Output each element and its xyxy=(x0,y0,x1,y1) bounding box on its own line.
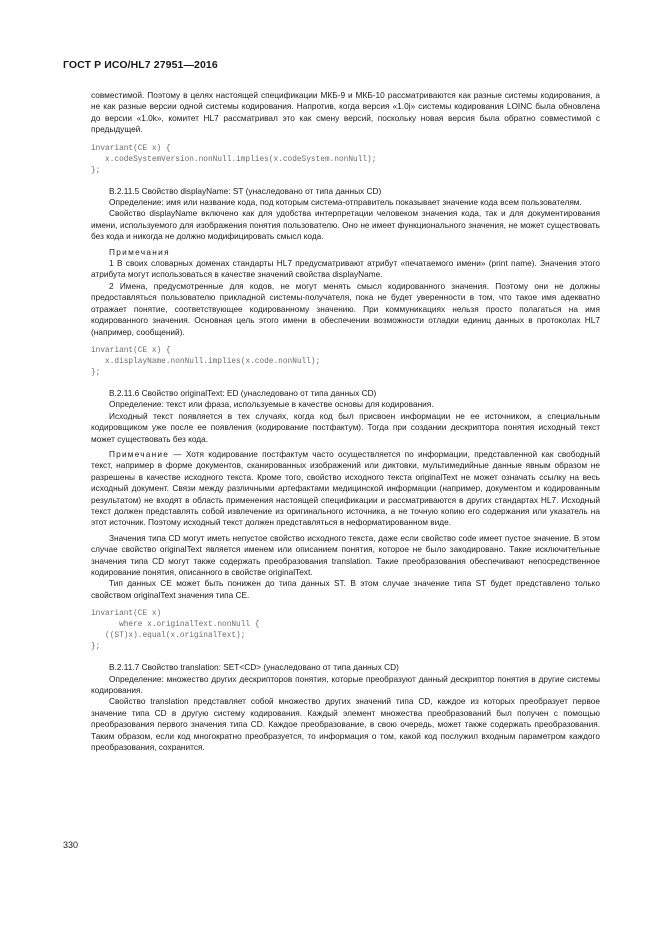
section-title: В.2.11.5 Свойство displayName: ST (унаследовано от типа данных CD) xyxy=(109,185,382,196)
code-block-1 xyxy=(91,144,600,177)
paragraph: Свойство displayName включено как для удобства интерпретации человеком значения кода, так и для документирования имени, используемого для изображения понятия пользователю. Оно не имеет функционального значения, не может существовать без кода и никогда не должно модифицировать смысл кода. xyxy=(91,208,600,242)
definition: Определение: множество других дескрипторов понятия, которые преобразуют данный дескриптор понятия в другие системы кодирования. xyxy=(91,673,600,696)
section-title: В.2.11.7 Свойство translation: SET<CD> (унаследовано от типа данных CD) xyxy=(109,662,399,673)
paragraph: Исходный текст появляется в тех случаях, когда код был присвоен информации не ее источником, а специальным кодировщиком уже после ее появления (кодирование постфактум). Тогда при создании дескриптора понятия исходный текст может существовать без кода. xyxy=(91,410,600,444)
code-line: }; xyxy=(91,166,101,175)
paragraph: Значения типа CD могут иметь непустое свойство исходного текста, даже если свойство code имеет пустое значение. В этом случае свойство originalText является именем или описанием понятия, которое не было закодировано. Такие исключительные значения типа CD могут также содержать преобразования translation. Такие преобразования обеспечивают непосредственное кодирование понятия, описанного в свойстве originalText. xyxy=(91,532,600,577)
code-line: where x.originalText.nonNull { xyxy=(91,621,260,630)
note-item: 2 Имена, предусмотренные для кодов, не могут менять смысл кодированного значения. Поэтому они не должны предоставляться пользователю прикладной системы-получателя, пока не будет уверенности в том, что такое имя адекватно отражает понятие, соответствующее кодированному значению. При коммуникациях нельзя просто полагаться на имя кодированного значения. Основная цель этого имени в обеспечении возможности отладки единиц данных в протоколах HL7 (например, сообщений). xyxy=(91,280,600,337)
note-item: 1 В своих словарных доменах стандарты HL7 предусматривают атрибут «печатаемого имени» (print name). Значения этого атрибута могут использоваться в качестве значений свойства displayName. xyxy=(91,258,600,280)
code-line: invariant(CE x) xyxy=(91,610,162,619)
section-title: В.2.11.6 Свойство originalText: ED (унаследовано от типа данных CD) xyxy=(109,387,377,398)
definition: Определение: имя или название кода, под которым система-отправитель показывает значение кода всем пользователям. xyxy=(109,197,582,208)
code-line: ((ST)x).equal(x.originalText); xyxy=(91,632,246,641)
code-line: invariant(CE x) { xyxy=(91,346,171,355)
paragraph: Тип данных CE может быть понижен до типа данных ST. В этом случае значение типа ST будет представлено только свойством originalText значения типа CE. xyxy=(91,578,600,600)
page-number: 330 xyxy=(63,840,79,850)
notes-heading: Примечания xyxy=(109,246,170,257)
page-body xyxy=(91,90,600,753)
code-block-2 xyxy=(91,346,600,379)
note-label: Примечание xyxy=(109,448,170,459)
code-line: }; xyxy=(91,368,101,377)
code-line: x.displayName.nonNull.implies(x.code.nonNull); xyxy=(91,357,321,366)
code-line: x.codeSystemVersion.nonNull.implies(x.codeSystem.nonNull); xyxy=(91,155,377,164)
code-block-3 xyxy=(91,609,600,653)
definition: Определение: текст или фраза, используемые в качестве основы для кодирования. xyxy=(109,399,434,410)
document-header: ГОСТ Р ИСО/HL7 27951—2016 xyxy=(63,59,218,71)
code-line: }; xyxy=(91,643,101,652)
note-text: — Хотя кодирование постфактум часто осуществляется по информации, представленной как свободный текст, например в форме документов, сканированных изображений или диктовки, мультимедийные данные явным образом не разрешены в качестве исходного текста. Кроме того, свойство исходного текста originalText не может означать ссылку на весь исходный документ. Связи между различными артефактами медицинской информации (например, документом и кодированным результатом) не входят в область применения настоящей спецификации и рассматриваются в других стандартах HL7. Исходный текст должен представлять собой извлечение из оригинального источника, а не точную копию его содержания или указатель на этот источник. Поэтому исходный текст должен представляться в неформатированном виде. xyxy=(91,448,600,528)
paragraph: совместимой. Поэтому в целях настоящей спецификации МКБ-9 и МКБ-10 рассматриваются как разные системы кодирования, а не как разные версии одной системы кодирования. Напротив, когда версия «1.0j» системы кодирования LOINC была обновлена до версии «1.0k», комитет HL7 рассматривал это как смену версий, поскольку новая версия была обратно совместимой с предыдущей. xyxy=(91,90,600,135)
note-paragraph xyxy=(91,449,600,529)
code-line: invariant(CE x) { xyxy=(91,144,171,153)
paragraph: Свойство translation представляет собой множество других значений типа CD, каждое из которых преобразует первое значение типа CD в другую систему кодирования. Каждый элемент множества преобразований был получен с помощью преобразования первого значения типа CD. Каждое преобразование, в свою очередь, может также содержать преобразования. Таким образом, если код многократно преобразуется, то информация о том, какой код послужил входным параметром каждого преобразования, сохранится. xyxy=(91,696,600,753)
